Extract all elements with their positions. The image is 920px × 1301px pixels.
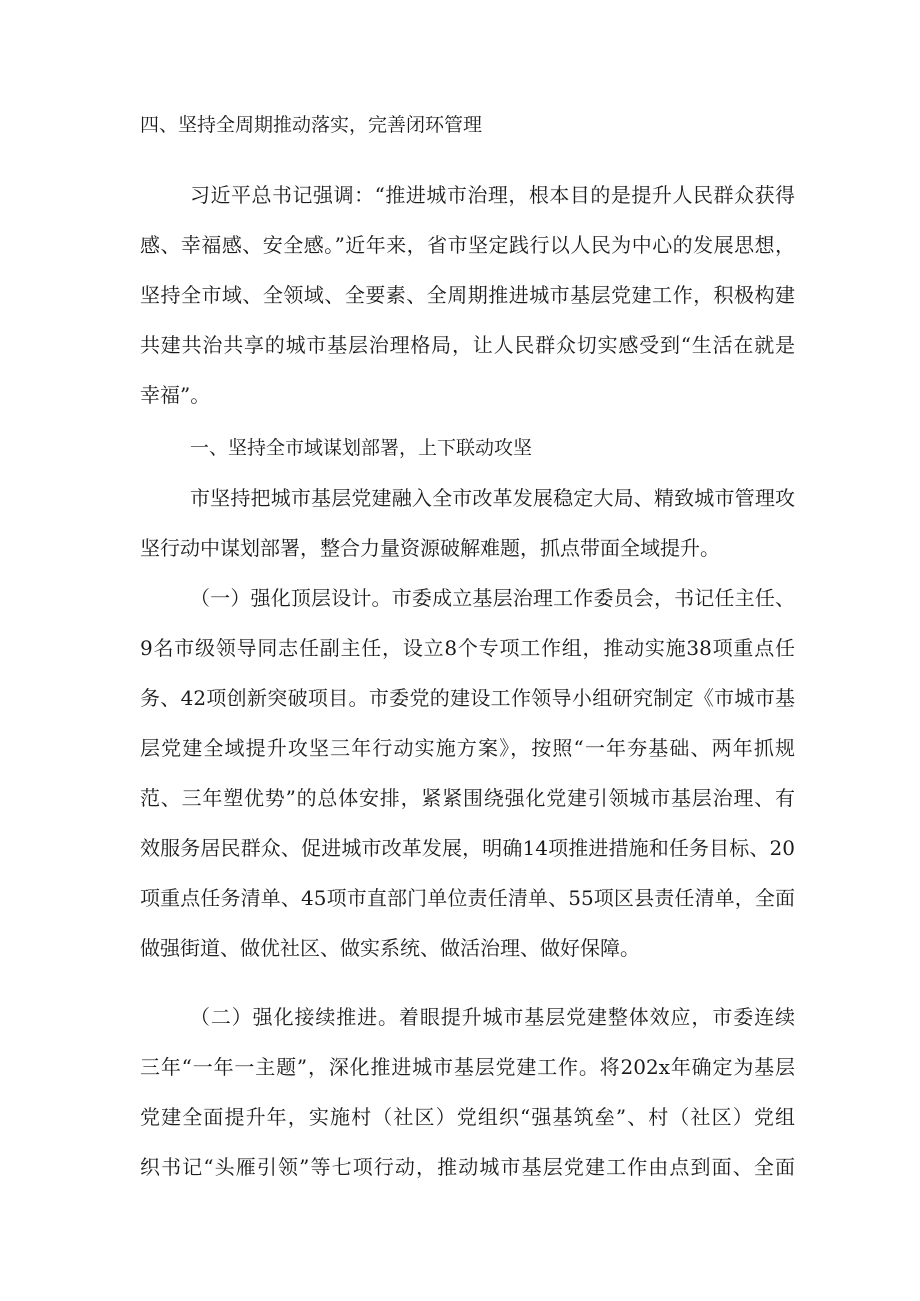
part1-line-5: 范、三年塑优势”的总体安排，紧紧围绕强化党建引领城市基层治理、有 <box>140 786 795 810</box>
part2-line-2: 三年“一年一主题”，深化推进城市基层党建工作。将202x年确定为基层 <box>140 1055 795 1079</box>
part1-line-8: 做强街道、做优社区、做实系统、做活治理、做好保障。 <box>140 936 640 960</box>
part1-line-6: 效服务居民群众、促进城市改革发展，明确14项推进措施和任务目标、20 <box>140 836 795 860</box>
intro-line-2: 感、幸福感、安全感。”近年来，省市坚定践行以人民为中心的发展思想， <box>140 233 795 257</box>
part2-line-1: （二）强化接续推进。着眼提升城市基层党建整体效应，市委连续 <box>190 1005 795 1029</box>
section1-line-1: 市坚持把城市基层党建融入全市改革发展稳定大局、精致城市管理攻 <box>190 486 795 510</box>
section-heading-four: 四、坚持全周期推动落实，完善闭环管理 <box>140 114 483 136</box>
part1-line-3: 务、42项创新突破项目。市委党的建设工作领导小组研究制定《市城市基 <box>140 686 795 710</box>
section1-line-2: 坚行动中谋划部署，整合力量资源破解难题，抓点带面全域提升。 <box>140 536 720 560</box>
intro-line-5: 幸福”。 <box>140 383 211 407</box>
intro-line-1: 习近平总书记强调：“推进城市治理，根本目的是提升人民群众获得 <box>190 183 795 207</box>
intro-line-3: 坚持全市域、全领域、全要素、全周期推进城市基层党建工作，积极构建 <box>140 283 795 307</box>
part1-line-1: （一）强化顶层设计。市委成立基层治理工作委员会，书记任主任、 <box>190 586 795 610</box>
part2-line-3: 党建全面提升年，实施村（社区）党组织“强基筑垒”、村（社区）党组 <box>140 1105 795 1129</box>
intro-line-4: 共建共治共享的城市基层治理格局，让人民群众切实感受到“生活在就是 <box>140 333 795 357</box>
part1-line-7: 项重点任务清单、45项市直部门单位责任清单、55项区县责任清单，全面 <box>140 886 795 910</box>
section-heading-one: 一、坚持全市域谋划部署，上下联动攻坚 <box>190 437 533 459</box>
part1-line-4: 层党建全域提升攻坚三年行动实施方案》，按照“一年夯基础、两年抓规 <box>140 736 795 760</box>
part2-line-4: 织书记“头雁引领”等七项行动，推动城市基层党建工作由点到面、全面 <box>140 1155 795 1179</box>
part1-line-2: 9名市级领导同志任副主任，设立8个专项工作组，推动实施38项重点任 <box>140 636 795 660</box>
